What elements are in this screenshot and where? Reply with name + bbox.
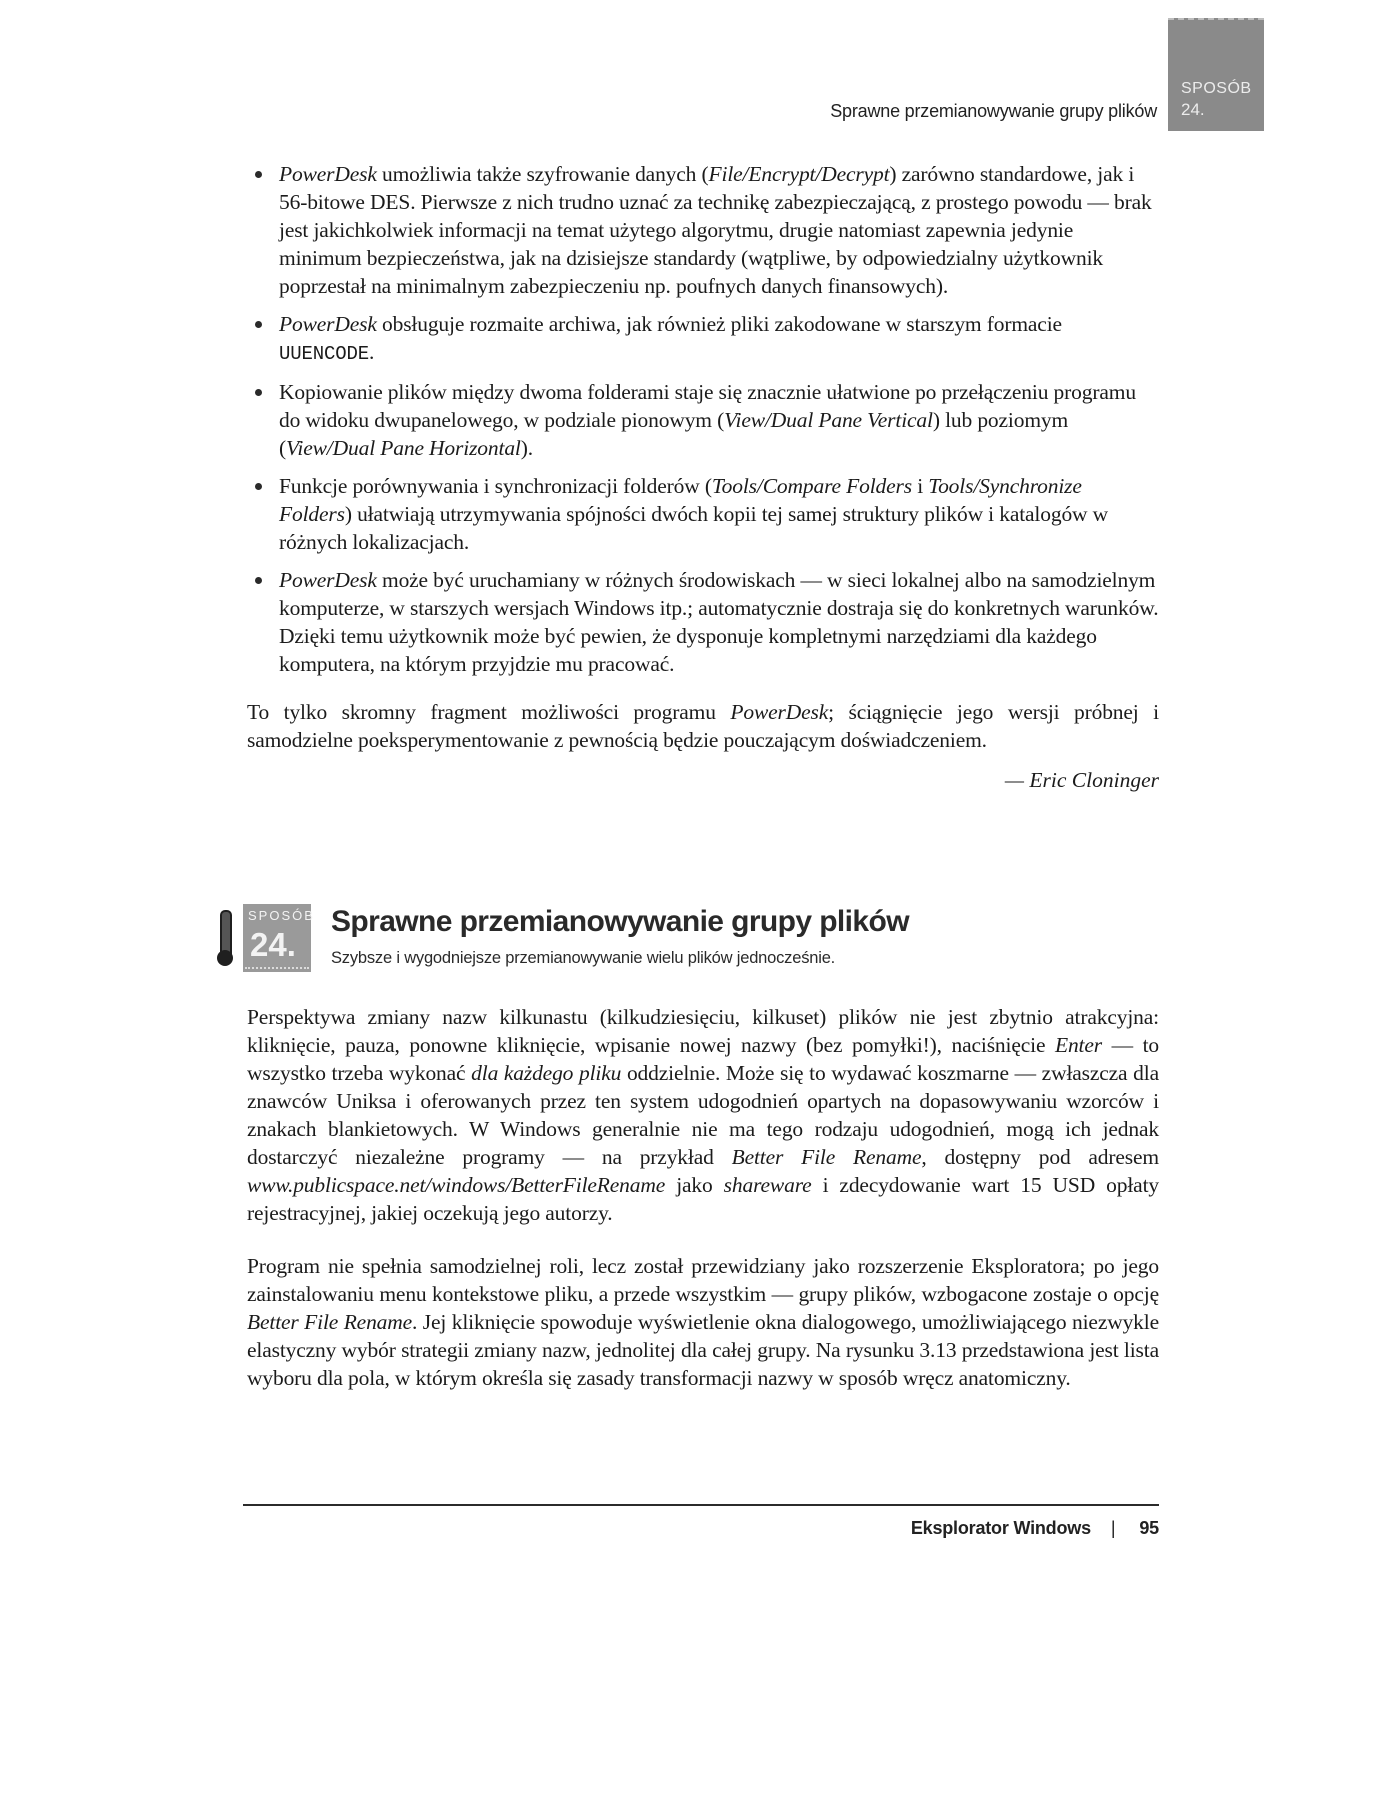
italic-text: shareware [723, 1173, 812, 1197]
text-run: jako [665, 1173, 724, 1197]
hack-paragraph [247, 1003, 1159, 1227]
footer-separator: | [1110, 1518, 1116, 1538]
hack-subtitle: Szybsze i wygodniejsze przemianowywanie wielu plików jednocześnie. [331, 949, 836, 967]
text-run: ). [520, 436, 533, 460]
bullet-dot [255, 321, 262, 328]
tab-dashed-edge [1168, 18, 1264, 23]
italic-text: www.publicspace.net/windows/BetterFileRename [247, 1173, 666, 1197]
italic-text: PowerDesk [279, 312, 377, 336]
hack-title: Sprawne przemianowywanie grupy plików [331, 905, 909, 938]
list-item-text [279, 568, 1158, 676]
thermometer-bulb [217, 950, 233, 966]
hack-paragraph [247, 1252, 1159, 1392]
italic-text: PowerDesk [279, 162, 377, 186]
bullet-dot [255, 577, 262, 584]
text-run: obsługuje rozmaite archiwa, jak również pliki zakodowane w starszym formacie [376, 312, 1062, 336]
italic-text: Tools/Synchronize Folders [279, 474, 1082, 526]
text-run: oddzielnie. Może się to wydawać koszmarne — zwłaszcza dla znawców Uniksa i oferowanych przez ten system udogodnień opartych na dopasowywaniu wzorców i znakach blankietowych. W Windows generalnie nie ma tego rodzaju udogodnień, mogą ich jednak dostarczyć niezależne programy — na przykład [247, 1061, 1159, 1169]
text-run: umożliwia także szyfrowanie danych ( [376, 162, 709, 186]
text-run: To tylko skromny fragment możliwości programu [247, 700, 731, 724]
text-run: i [911, 474, 929, 498]
footer-rule [243, 1504, 1159, 1506]
list-item-text [279, 474, 1108, 554]
italic-text: View/Dual Pane Vertical [724, 408, 933, 432]
text-run: ; ściągnięcie jego wersji próbnej i samodzielne poeksperymentowanie z pewnością będzie pouczającym doświadczeniem. [247, 700, 1159, 752]
author-signature: — Eric Cloninger [1004, 768, 1159, 792]
italic-text: File/Encrypt/Decrypt [708, 162, 890, 186]
text-run: Funkcje porównywania i synchronizacji folderów ( [279, 474, 712, 498]
hack-badge-number: 24. [250, 926, 296, 963]
text-run: . Jej kliknięcie spowoduje wyświetlenie okna dialogowego, umożliwiającego niezwykle elastyczny wybór strategii zmiany nazw, jednolitej dla całej grupy. Na rysunku 3.13 przedstawiona jest lista wyboru dla pola, w którym określa się zasady transformacji nazwy w sposób wręcz anatomiczny. [247, 1310, 1160, 1390]
text-run: i zdecydowanie wart 15 USD opłaty rejestracyjnej, jakiej oczekują jego autorzy. [247, 1173, 1159, 1225]
list-item [247, 160, 1159, 300]
page-number: 95 [1139, 1518, 1159, 1538]
text-run: Kopiowanie plików między dwoma folderami staje się znacznie ułatwione po przełączeniu programu do widoku dwupanelowego, w podziale pionowym ( [279, 380, 1136, 432]
text-run: ) zarówno standardowe, jak i 56-bitowe DES. Pierwsze z nich trudno uznać za technikę zabezpieczającą, z prostego powodu — brak jest jakichkolwiek informacji na temat użytego algorytmu, drugie natomiast zapewnia jedynie minimum bezpieczeństwa, jak na dzisiejsze standardy (wątpliwe, by odpowiedzialny użytkownik poprzestał na minimalnym zabezpieczeniu np. poufnych danych finansowych). [279, 162, 1152, 298]
text-run: . [369, 340, 375, 364]
list-item-text [279, 162, 1152, 298]
list-item-text [279, 312, 1062, 364]
hack-body [247, 1003, 1159, 1392]
running-header-title: Sprawne przemianowywanie grupy plików [830, 101, 1157, 121]
list-item [247, 472, 1159, 556]
page-footer [700, 1518, 1159, 1539]
text-run: — to wszystko trzeba wykonać [247, 1033, 1159, 1085]
list-item [247, 310, 1159, 368]
text-run: , dostępny pod adresem [921, 1145, 1159, 1169]
list-item-text [279, 380, 1136, 460]
tab-number: 24. [1181, 100, 1205, 119]
tab-label: SPOSÓB [1181, 80, 1252, 97]
italic-text: PowerDesk [279, 568, 377, 592]
hack-badge-dotted-line [245, 967, 309, 969]
list-item [247, 566, 1159, 678]
footer-section-title: Eksplorator Windows [910, 1518, 1091, 1538]
hack-badge [243, 904, 315, 972]
italic-text: Better File Rename [247, 1310, 413, 1334]
bullet-dot [255, 483, 262, 490]
thermometer-icon [217, 910, 233, 970]
italic-text: PowerDesk [730, 700, 829, 724]
feature-list [247, 160, 1159, 678]
bullet-dot [255, 389, 262, 396]
hack-heading [217, 904, 1157, 974]
text-run: Program nie spełnia samodzielnej roli, lecz został przewidziany jako rozszerzenie Eksploratora; po jego zainstalowaniu menu kontekstowe pliku, a przede wszystkim — grupy plików, wzbogacone zostaje o opcję [247, 1254, 1159, 1306]
italic-text: Tools/Compare Folders [711, 474, 912, 498]
text-run: ) ułatwiają utrzymywania spójności dwóch kopii tej samej struktury plików i katalogów w różnych lokalizacjach. [279, 502, 1109, 554]
list-item [247, 378, 1159, 462]
chapter-tab [1168, 18, 1264, 131]
bullet-dot [255, 171, 262, 178]
code-text: UUENCODE [279, 343, 370, 365]
italic-text: dla każdego pliku [471, 1061, 622, 1085]
closing-paragraph [247, 698, 1159, 754]
text-run: może być uruchamiany w różnych środowiskach — w sieci lokalnej albo na samodzielnym komputerze, w starszych wersjach Windows itp.; automatycznie dostraja się do konkretnych warunków. Dzięki temu użytkownik może być pewien, że dysponuje kompletnymi narzędziami dla każdego komputera, na którym przyjdzie mu pracować. [279, 568, 1159, 676]
text-run: Perspektywa zmiany nazw kilkunastu (kilkudziesięciu, kilkuset) plików nie jest zbytnio atrakcyjna: kliknięcie, pauza, ponowne kliknięcie, wpisanie nowej nazwy (bez pomyłki!), naciśnięcie [247, 1005, 1159, 1057]
italic-text: Better File Rename [731, 1145, 922, 1169]
main-text-column [247, 160, 1159, 793]
italic-text: Enter [1054, 1033, 1102, 1057]
text-run: ) lub poziomym ( [279, 408, 1069, 460]
hack-badge-label: SPOSÓB [248, 908, 315, 923]
italic-text: View/Dual Pane Horizontal [286, 436, 521, 460]
